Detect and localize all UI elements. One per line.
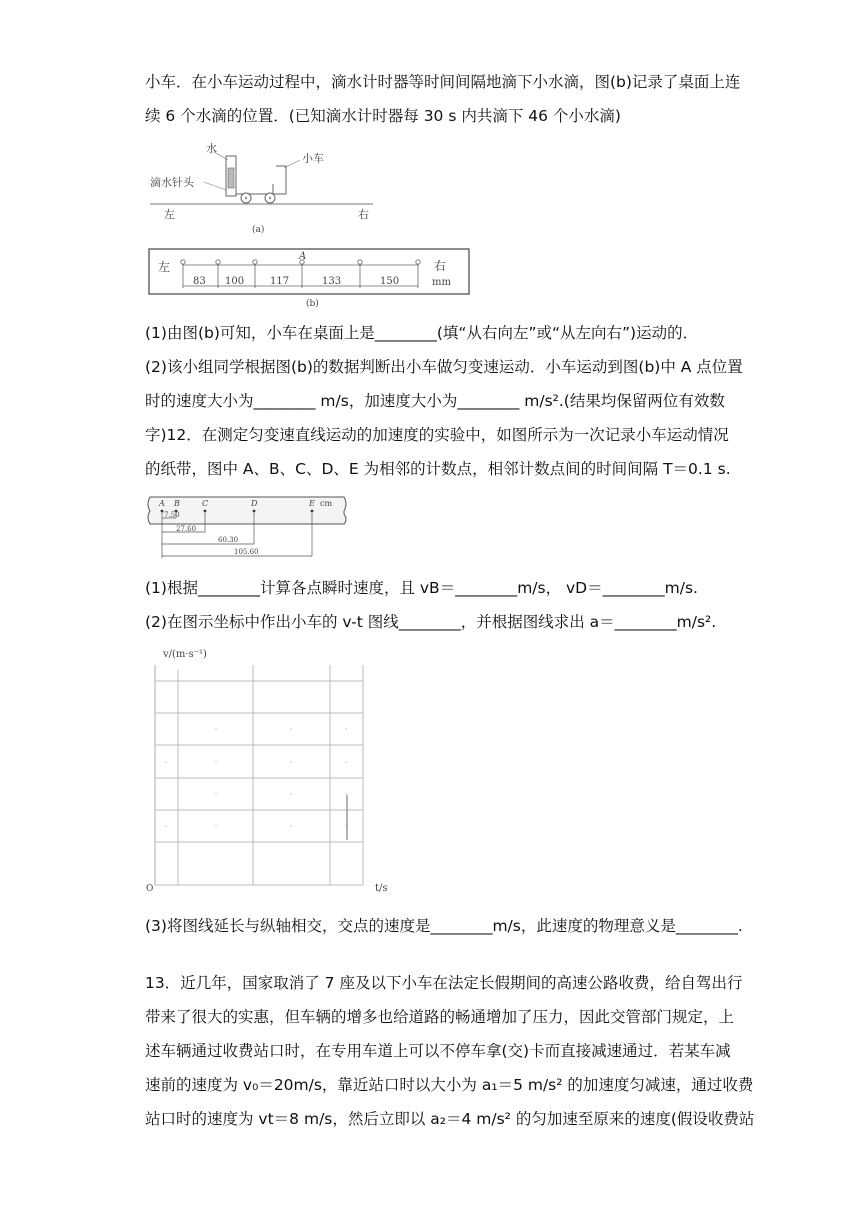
fig-b-gap-3: 117 [270,276,290,287]
vt-origin-label: O [146,884,154,894]
tape-point-b: B [174,499,180,508]
fig-a-water-label: 水 [206,142,217,155]
fig-b-gap-4: 133 [322,276,342,287]
paper-tape-figure [146,494,351,560]
tape-point-c: C [202,499,209,508]
tape-dist-ab: 7.50 [164,511,180,519]
fig-a-right-label: 右 [358,208,369,221]
vt-x-axis-label: t/s [375,883,388,894]
p13-line-5: 站口时的速度为 vt＝8 m/s，然后立即以 a₂＝4 m/s² 的匀加速至原来的速度(假设收费站 [145,1110,755,1128]
p13-line-3: 述车辆通过收费站口时，在专用车道上可以不停车拿(交)卡而直接减速通过．若某车减 [145,1042,731,1060]
tape-dist-ad: 60.30 [218,536,239,544]
fig-b-gap-2: 100 [225,276,245,287]
vt-graph-grid [143,645,393,900]
tape-point-e: E [309,499,315,508]
figure-b-drop-positions [148,244,473,310]
intro-line-2: 续 6 个水滴的位置．(已知滴水计时器每 30 s 内共滴下 46 个小水滴) [145,107,621,125]
question-1: (1)由图(b)可知，小车在桌面上是________(填“从右向左”或“从左向右”)运动的． [145,324,699,342]
fig-b-right-label: 右 [434,259,447,273]
question-2-line-3: 字)12．在测定匀变速直线运动的加速度的实验中，如图所示为一次记录小车运动情况 [145,426,729,444]
p13-line-4: 速前的速度为 v₀＝20m/s，靠近站口时以大小为 a₁＝5 m/s² 的加速度匀减速，通过收费 [145,1076,754,1094]
fig-b-caption: (b) [306,299,319,309]
vt-y-axis-label: v/(m·s⁻¹) [163,649,207,660]
question-2-line-4: 的纸带，图中 A、B、C、D、E 为相邻的计数点，相邻计数点间的时间间隔 T＝0.1 s. [145,460,731,478]
question-2-line-1: (2)该小组同学根据图(b)的数据判断出小车做匀变速运动．小车运动到图(b)中 A 点位置 [145,358,743,376]
p12-question-2: (2)在图示坐标中作出小车的 v-t 图线________，并根据图线求出 a＝________m/s². [145,613,717,631]
fig-a-car-label: 小车 [302,152,324,165]
tape-point-a: A [159,499,165,508]
fig-b-left-label: 左 [158,260,171,274]
fig-b-point-a-label: A [299,251,307,262]
question-2-line-2: 时的速度大小为________ m/s，加速度大小为________ m/s².(结果均保留两位有效数 [145,392,725,410]
fig-b-gap-1: 83 [193,276,206,287]
p13-line-2: 带来了很大的实惠，但车辆的增多也给道路的畅通增加了压力，因此交管部门规定，上 [145,1008,735,1026]
fig-a-caption: (a) [252,225,265,235]
fig-b-unit-label: mm [432,277,451,288]
tape-dist-ac: 27.60 [176,525,197,533]
p12-question-1: (1)根据________计算各点瞬时速度，且 vB＝________m/s， vD＝________m/s. [145,579,698,597]
fig-a-left-label: 左 [164,208,175,221]
p13-line-1: 13．近几年，国家取消了 7 座及以下小车在法定长假期间的高速公路收费，给自驾出行 [145,974,743,992]
p12-question-3: (3)将图线延长与纵轴相交，交点的速度是________m/s，此速度的物理意义是________. [145,917,743,935]
fig-a-needle-label: 滴水针头 [150,176,194,189]
tape-point-d: D [251,499,258,508]
intro-line-1: 小车．在小车运动过程中，滴水计时器等时间间隔地滴下小水滴，图(b)记录了桌面上连 [145,73,741,91]
tape-dist-ae: 105.60 [234,548,259,556]
tape-unit: cm [320,499,333,508]
figure-a-cart-diagram [148,138,388,238]
fig-b-gap-5: 150 [380,276,400,287]
